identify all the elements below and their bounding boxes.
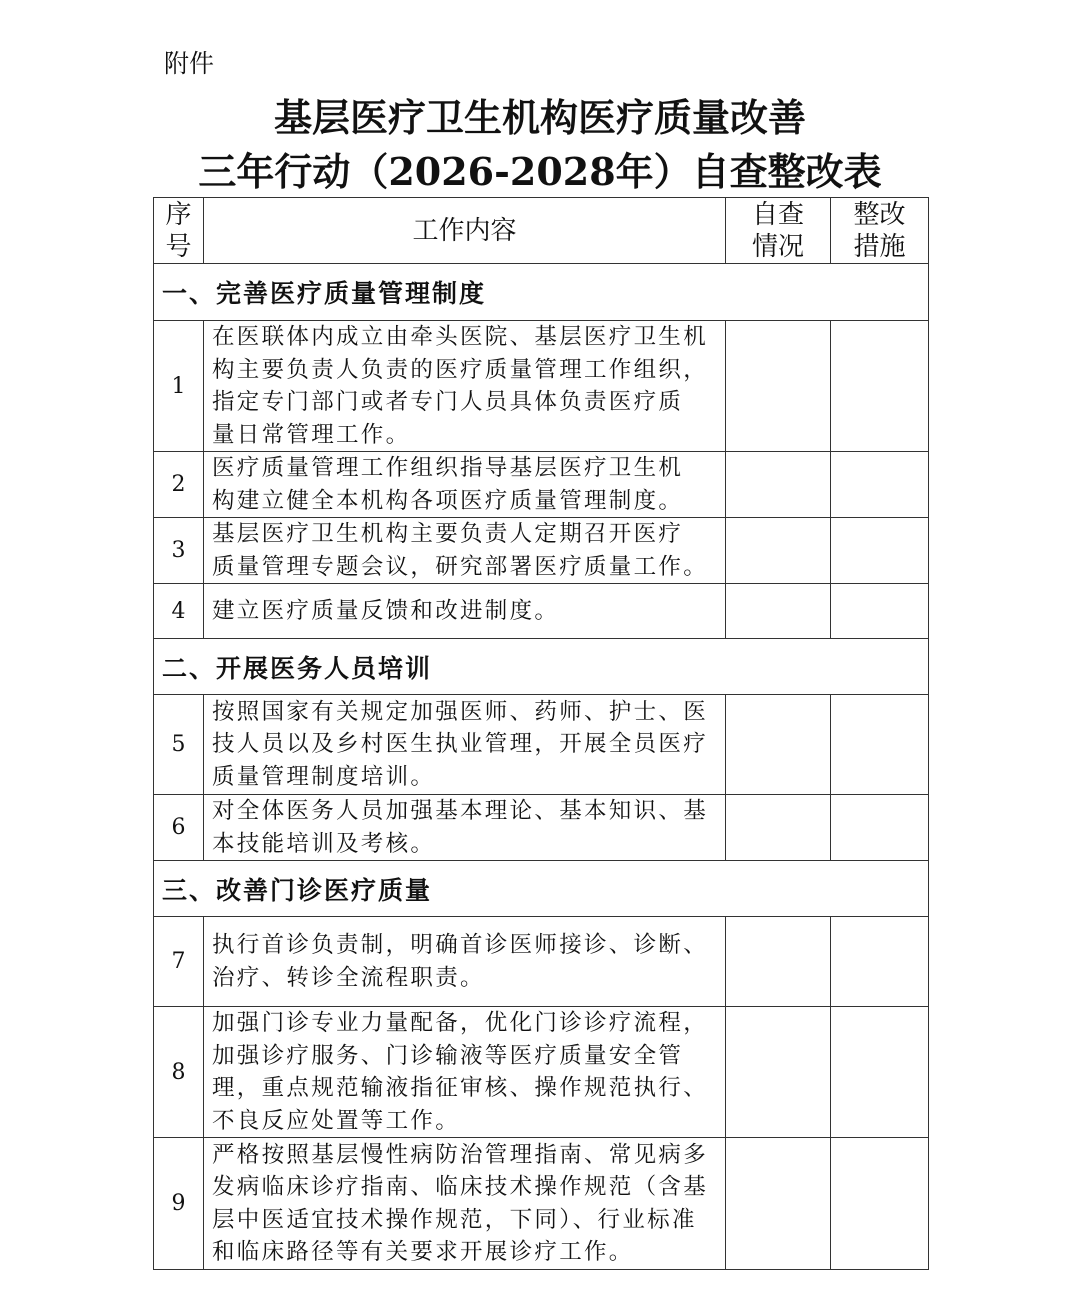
section-heading: 三、改善门诊医疗质量 <box>154 861 929 917</box>
row-number: 5 <box>154 695 204 795</box>
work-content <box>204 917 726 1007</box>
section-heading: 一、完善医疗质量管理制度 <box>154 264 929 321</box>
row-number: 7 <box>154 917 204 1007</box>
work-content-line: 构建立健全本机构各项医疗质量管理制度。 <box>212 487 684 514</box>
section-heading: 二、开展医务人员培训 <box>154 639 929 695</box>
table-row <box>154 695 929 795</box>
measures-cell[interactable] <box>831 584 929 639</box>
measures-cell[interactable] <box>831 695 929 795</box>
row-number: 9 <box>154 1138 204 1270</box>
measures-cell[interactable] <box>831 1138 929 1270</box>
work-content-line: 构主要负责人负责的医疗质量管理工作组织， <box>212 356 709 383</box>
header-measures-line: 整改 <box>853 199 906 230</box>
self-check-cell[interactable] <box>726 321 831 452</box>
work-content-line: 医疗质量管理工作组织指导基层医疗卫生机 <box>212 455 684 481</box>
row-number: 4 <box>154 584 204 639</box>
self-check-cell[interactable] <box>726 795 831 861</box>
header-measures-line: 措施 <box>853 231 906 262</box>
work-content-line: 加强门诊专业力量配备，优化门诊诊疗流程， <box>212 1010 709 1036</box>
self-check-cell[interactable] <box>726 452 831 518</box>
measures-cell[interactable] <box>831 1007 929 1138</box>
work-content-line: 指定专门部门或者专门人员具体负责医疗质 <box>212 389 684 415</box>
self-check-cell[interactable] <box>726 917 831 1007</box>
table-row <box>154 518 929 584</box>
header-content: 工作内容 <box>204 198 726 264</box>
table-row <box>154 917 929 1007</box>
work-content-line: 本技能培训及考核。 <box>212 830 436 857</box>
header-measures <box>831 198 929 264</box>
work-content-line: 层中医适宜技术操作规范，下同）、行业标准 <box>212 1206 697 1233</box>
row-number: 3 <box>154 518 204 584</box>
attachment-label: 附件 <box>164 49 215 78</box>
work-content <box>204 321 726 452</box>
table-row <box>154 1138 929 1270</box>
work-content-line: 和临床路径等有关要求开展诊疗工作。 <box>212 1239 634 1265</box>
work-content <box>204 1007 726 1138</box>
work-content-line: 执行首诊负责制，明确首诊医师接诊、诊断、 <box>212 932 709 958</box>
measures-cell[interactable] <box>831 795 929 861</box>
self-check-cell[interactable] <box>726 518 831 584</box>
self-check-cell[interactable] <box>726 695 831 795</box>
work-content-line: 理，重点规范输液指征审核、操作规范执行、 <box>212 1075 709 1101</box>
self-check-cell[interactable] <box>726 1007 831 1138</box>
work-content-line: 质量管理制度培训。 <box>212 763 436 790</box>
work-content-line: 发病临床诊疗指南、临床技术操作规范（含基 <box>212 1174 709 1200</box>
work-content <box>204 584 726 639</box>
section-row <box>154 639 929 695</box>
header-seq <box>154 198 204 264</box>
header-self-check-line: 情况 <box>751 231 804 262</box>
table-row <box>154 452 929 518</box>
work-content-line: 治疗、转诊全流程职责。 <box>212 964 485 991</box>
row-number: 1 <box>154 321 204 452</box>
work-content-line: 质量管理专题会议，研究部署医疗质量工作。 <box>212 553 709 580</box>
section-row <box>154 264 929 321</box>
self-check-table <box>153 197 929 1270</box>
measures-cell[interactable] <box>831 321 929 452</box>
table-row <box>154 1007 929 1138</box>
document-title-line2: 三年行动（2026-2028年）自查整改表 <box>198 149 882 194</box>
table-row <box>154 321 929 452</box>
measures-cell[interactable] <box>831 518 929 584</box>
work-content-line: 技人员以及乡村医生执业管理，开展全员医疗 <box>212 731 709 758</box>
work-content-line: 按照国家有关规定加强医师、药师、护士、医 <box>212 698 709 725</box>
table-row <box>154 795 929 861</box>
work-content-line: 基层医疗卫生机构主要负责人定期召开医疗 <box>212 521 684 547</box>
work-content <box>204 1138 726 1270</box>
work-content <box>204 452 726 518</box>
row-number: 2 <box>154 452 204 518</box>
document-title-line1: 基层医疗卫生机构医疗质量改善 <box>273 95 806 140</box>
work-content <box>204 695 726 795</box>
header-seq-line: 序 <box>165 199 192 230</box>
section-row <box>154 861 929 917</box>
self-check-cell[interactable] <box>726 584 831 639</box>
header-self-check-line: 自查 <box>751 199 804 230</box>
work-content-line: 对全体医务人员加强基本理论、基本知识、基 <box>212 798 709 824</box>
header-seq-line: 号 <box>165 231 192 262</box>
work-content-line: 加强诊疗服务、门诊输液等医疗质量安全管 <box>212 1042 684 1069</box>
self-check-cell[interactable] <box>726 1138 831 1270</box>
row-number: 8 <box>154 1007 204 1138</box>
header-self-check <box>726 198 831 264</box>
work-content-line: 在医联体内成立由牵头医院、基层医疗卫生机 <box>212 324 709 350</box>
work-content-line: 严格按照基层慢性病防治管理指南、常见病多 <box>212 1141 709 1168</box>
work-content-line: 量日常管理工作。 <box>212 421 411 448</box>
measures-cell[interactable] <box>831 452 929 518</box>
row-number: 6 <box>154 795 204 861</box>
measures-cell[interactable] <box>831 917 929 1007</box>
work-content-line: 不良反应处置等工作。 <box>212 1107 461 1134</box>
work-content <box>204 518 726 584</box>
table-row <box>154 584 929 639</box>
work-content-line: 建立医疗质量反馈和改进制度。 <box>212 597 560 624</box>
table-header-row <box>154 198 929 264</box>
work-content <box>204 795 726 861</box>
